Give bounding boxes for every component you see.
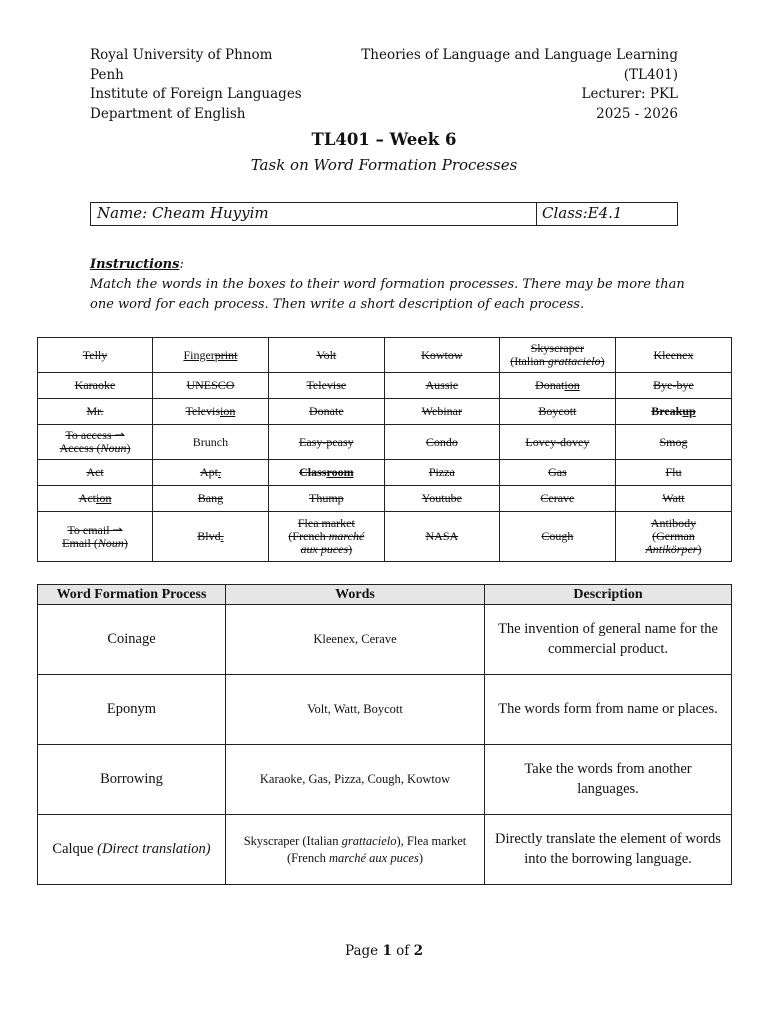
word-box-row: [38, 399, 732, 425]
words-cell: Kleenex, Cerave: [226, 605, 485, 675]
word-cell: Easy-peasy: [268, 425, 384, 460]
word-cell: Action: [38, 486, 153, 512]
course-name: Theories of Language and Language Learning (TL401): [361, 47, 678, 83]
word-box-row: [38, 338, 732, 373]
word-cell: Mr.: [38, 399, 153, 425]
word-cell: Boycott: [499, 399, 615, 425]
word-cell: Antibody (German Antikörper): [615, 512, 731, 562]
academic-year: 2025 - 2026: [596, 105, 678, 122]
word-cell: NASA: [384, 512, 499, 562]
word-cell: Pizza: [384, 460, 499, 486]
word-cell: Cough: [499, 512, 615, 562]
word-cell: Flu: [615, 460, 731, 486]
word-cell: Telly: [38, 338, 153, 373]
word-cell: Thump: [268, 486, 384, 512]
word-cell: Smog: [615, 425, 731, 460]
word-cell: Kleenex: [615, 338, 731, 373]
process-cell: Eponym: [38, 675, 226, 745]
header-words: Words: [226, 585, 485, 605]
page-number: Page 1 of 2: [345, 943, 423, 959]
instructions-heading: Instructions: [90, 257, 180, 272]
word-cell: Donation: [499, 373, 615, 399]
word-cell: Watt: [615, 486, 731, 512]
word-cell: Bye-bye: [615, 373, 731, 399]
word-box-table: [37, 337, 732, 562]
word-cell: Act: [38, 460, 153, 486]
words-cell: Volt, Watt, Boycott: [226, 675, 485, 745]
words-cell: Skyscraper (Italian grattacielo), Flea market (French marché aux puces): [226, 815, 485, 885]
page-title: TL401 – Week 6: [311, 130, 457, 149]
process-cell: Borrowing: [38, 745, 226, 815]
word-cell: Flea market (French marché aux puces): [268, 512, 384, 562]
table-row: [38, 815, 732, 885]
page-subtitle: Task on Word Formation Processes: [250, 156, 518, 174]
word-cell: Volt: [268, 338, 384, 373]
student-info-box: [90, 202, 678, 226]
student-class: Class:E4.1: [542, 204, 623, 222]
header-process: Word Formation Process: [38, 585, 226, 605]
description-cell: Take the words from another languages.: [485, 745, 732, 815]
word-formation-table: [37, 584, 732, 885]
course-block: [308, 46, 678, 124]
word-cell: Apt.: [153, 460, 269, 486]
description-cell: The words form from name or places.: [485, 675, 732, 745]
word-cell: Fingerprint: [153, 338, 269, 373]
word-cell: Condo: [384, 425, 499, 460]
word-cell: Televise: [268, 373, 384, 399]
word-cell: Donate: [268, 399, 384, 425]
word-cell: UNESCO: [153, 373, 269, 399]
word-cell: Classroom: [268, 460, 384, 486]
process-cell: Coinage: [38, 605, 226, 675]
word-box-row: [38, 425, 732, 460]
word-box-row: [38, 460, 732, 486]
instructions: Instructions: Match the words in the boxes to their word formation processes. There may be more than one word for each process. Then write a short description of each process.: [90, 257, 685, 312]
description-cell: Directly translate the element of words into the borrowing language.: [485, 815, 732, 885]
table-header-row: [38, 585, 732, 605]
word-box-row: [38, 373, 732, 399]
word-cell: Youtube: [384, 486, 499, 512]
document-header: [90, 46, 678, 124]
university-name: Royal University of Phnom Penh: [90, 47, 273, 83]
word-cell: Bang: [153, 486, 269, 512]
word-box-row: [38, 486, 732, 512]
word-cell: Television: [153, 399, 269, 425]
student-name: Name: Cheam Huyyim: [91, 203, 537, 225]
table-row: [38, 745, 732, 815]
word-cell: To email ⇀ Email (Noun): [38, 512, 153, 562]
lecturer: Lecturer: PKL: [581, 86, 678, 102]
process-cell: Calque (Direct translation): [38, 815, 226, 885]
word-cell: Cerave: [499, 486, 615, 512]
words-cell: Karaoke, Gas, Pizza, Cough, Kowtow: [226, 745, 485, 815]
word-cell: Lovey-dovey: [499, 425, 615, 460]
word-cell: Gas: [499, 460, 615, 486]
description-cell: The invention of general name for the commercial product.: [485, 605, 732, 675]
word-cell: Webinar: [384, 399, 499, 425]
word-box-row: [38, 512, 732, 562]
word-cell: Brunch: [153, 425, 269, 460]
department-name: Department of English: [90, 105, 246, 122]
word-cell: Blvd.: [153, 512, 269, 562]
word-cell: Skyscraper (Italian grattacielo): [499, 338, 615, 373]
word-cell: Kowtow: [384, 338, 499, 373]
instructions-text: Match the words in the boxes to their word formation processes. There may be more than one word for each process. Then write a short description of each process.: [90, 277, 685, 312]
institute-name: Institute of Foreign Languages: [90, 86, 302, 102]
institution-block: [90, 46, 308, 124]
word-cell: Aussie: [384, 373, 499, 399]
word-cell: To access ⇀ Access (Noun): [38, 425, 153, 460]
table-row: [38, 605, 732, 675]
word-cell: Karaoke: [38, 373, 153, 399]
word-cell: Breakup: [615, 399, 731, 425]
table-row: [38, 675, 732, 745]
header-description: Description: [485, 585, 732, 605]
